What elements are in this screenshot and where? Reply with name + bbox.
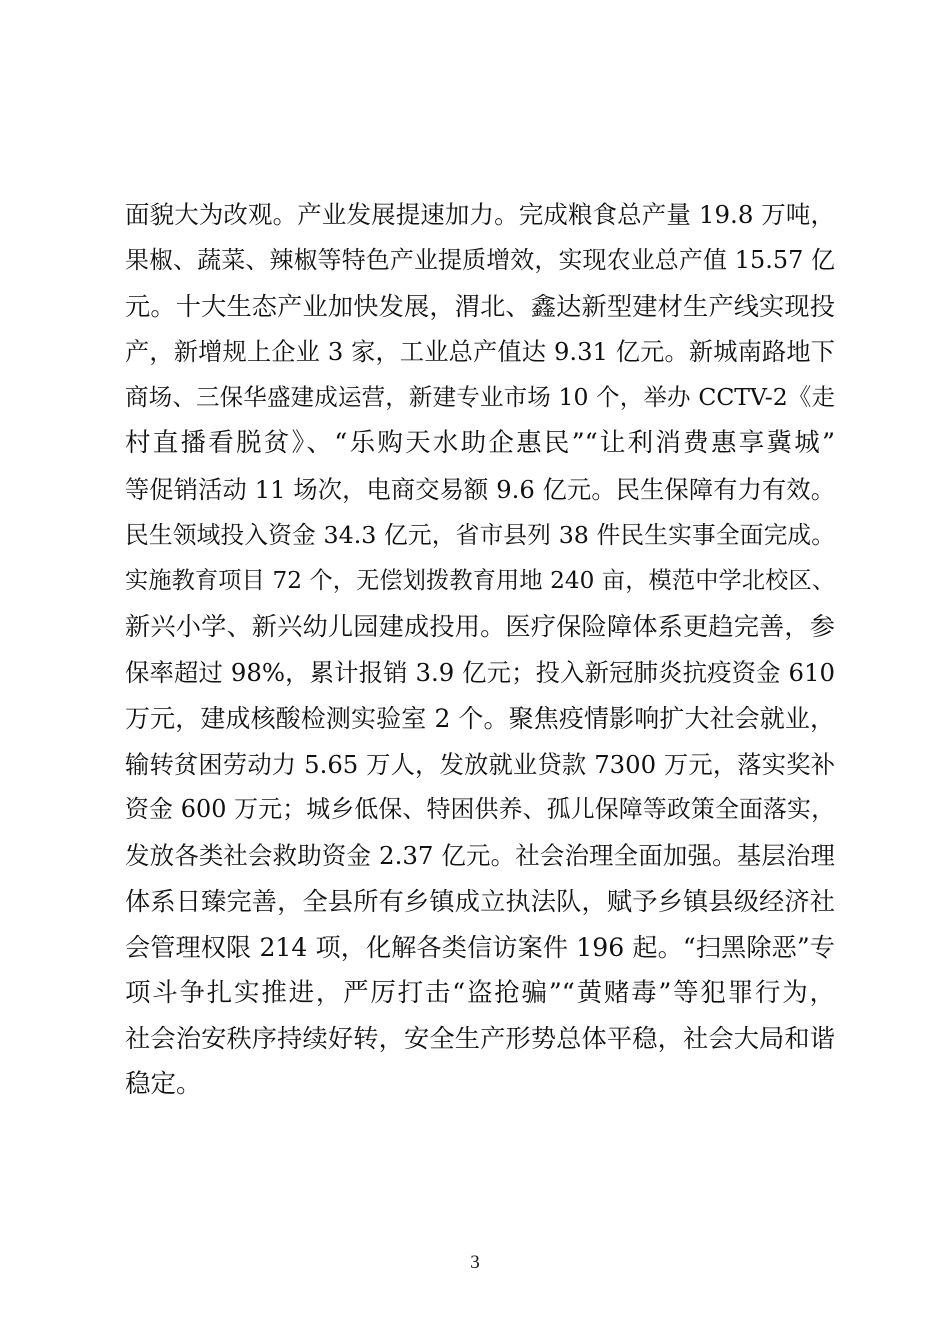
- text-line: 会管理权限 214 项，化解各类信访案件 196 起。“扫黑除恶”专: [125, 932, 835, 962]
- text-line: 项斗争扎实推进，严厉打击“盗抢骗”“黄赌毒”等犯罪行为，: [125, 977, 835, 1008]
- page-number: 3: [470, 1252, 480, 1273]
- text-line: 输转贫困劳动力 5.65 万人，发放就业贷款 7300 万元，落实奖补: [125, 749, 835, 779]
- text-line: 等促销活动 11 场次，电商交易额 9.6 亿元。民生保障有力有效。: [125, 474, 835, 504]
- text-line: 新兴小学、新兴幼儿园建成投用。医疗保险障体系更趋完善，参: [125, 612, 835, 642]
- text-line: 村直播看脱贫》、“乐购天水助企惠民”“让利消费惠享冀城”: [125, 427, 835, 458]
- text-line: 实施教育项目 72 个，无偿划拨教育用地 240 亩，模范中学北校区、: [125, 567, 835, 595]
- text-line: 元。十大生态产业加快发展，渭北、鑫达新型建材生产线实现投: [125, 291, 835, 321]
- text-line: 稳定。: [125, 1069, 202, 1100]
- text-line: 体系日臻完善，全县所有乡镇成立执法队，赋予乡镇县级经济社: [125, 886, 835, 916]
- body-paragraph: [125, 192, 835, 1108]
- text-line: 万元，建成核酸检测实验室 2 个。聚焦疫情影响扩大社会就业，: [125, 703, 835, 733]
- text-line: 果椒、蔬菜、辣椒等特色产业提质增效，实现农业总产值 15.57 亿: [125, 245, 835, 274]
- text-line: 面貌大为改观。产业发展提速加力。完成粮食总产量 19.8 万吨，: [125, 200, 835, 229]
- text-line: 产，新增规上企业 3 家，工业总产值达 9.31 亿元。新城南路地下: [125, 337, 835, 367]
- text-line: 资金 600 万元；城乡低保、特困供养、孤儿保障等政策全面落实，: [125, 795, 835, 824]
- text-line: 发放各类社会救助资金 2.37 亿元。社会治理全面加强。基层治理: [125, 841, 835, 871]
- text-line: 保率超过 98%，累计报销 3.9 亿元；投入新冠肺炎抗疫资金 610: [125, 657, 835, 687]
- text-line: 民生领域投入资金 34.3 亿元，省市县列 38 件民生实事全面完成。: [125, 520, 835, 549]
- text-line: 社会治安秩序持续好转，安全生产形势总体平稳，社会大局和谐: [125, 1024, 835, 1054]
- text-line: 商场、三保华盛建成运营，新建专业市场 10 个，举办 CCTV-2《走: [125, 383, 835, 412]
